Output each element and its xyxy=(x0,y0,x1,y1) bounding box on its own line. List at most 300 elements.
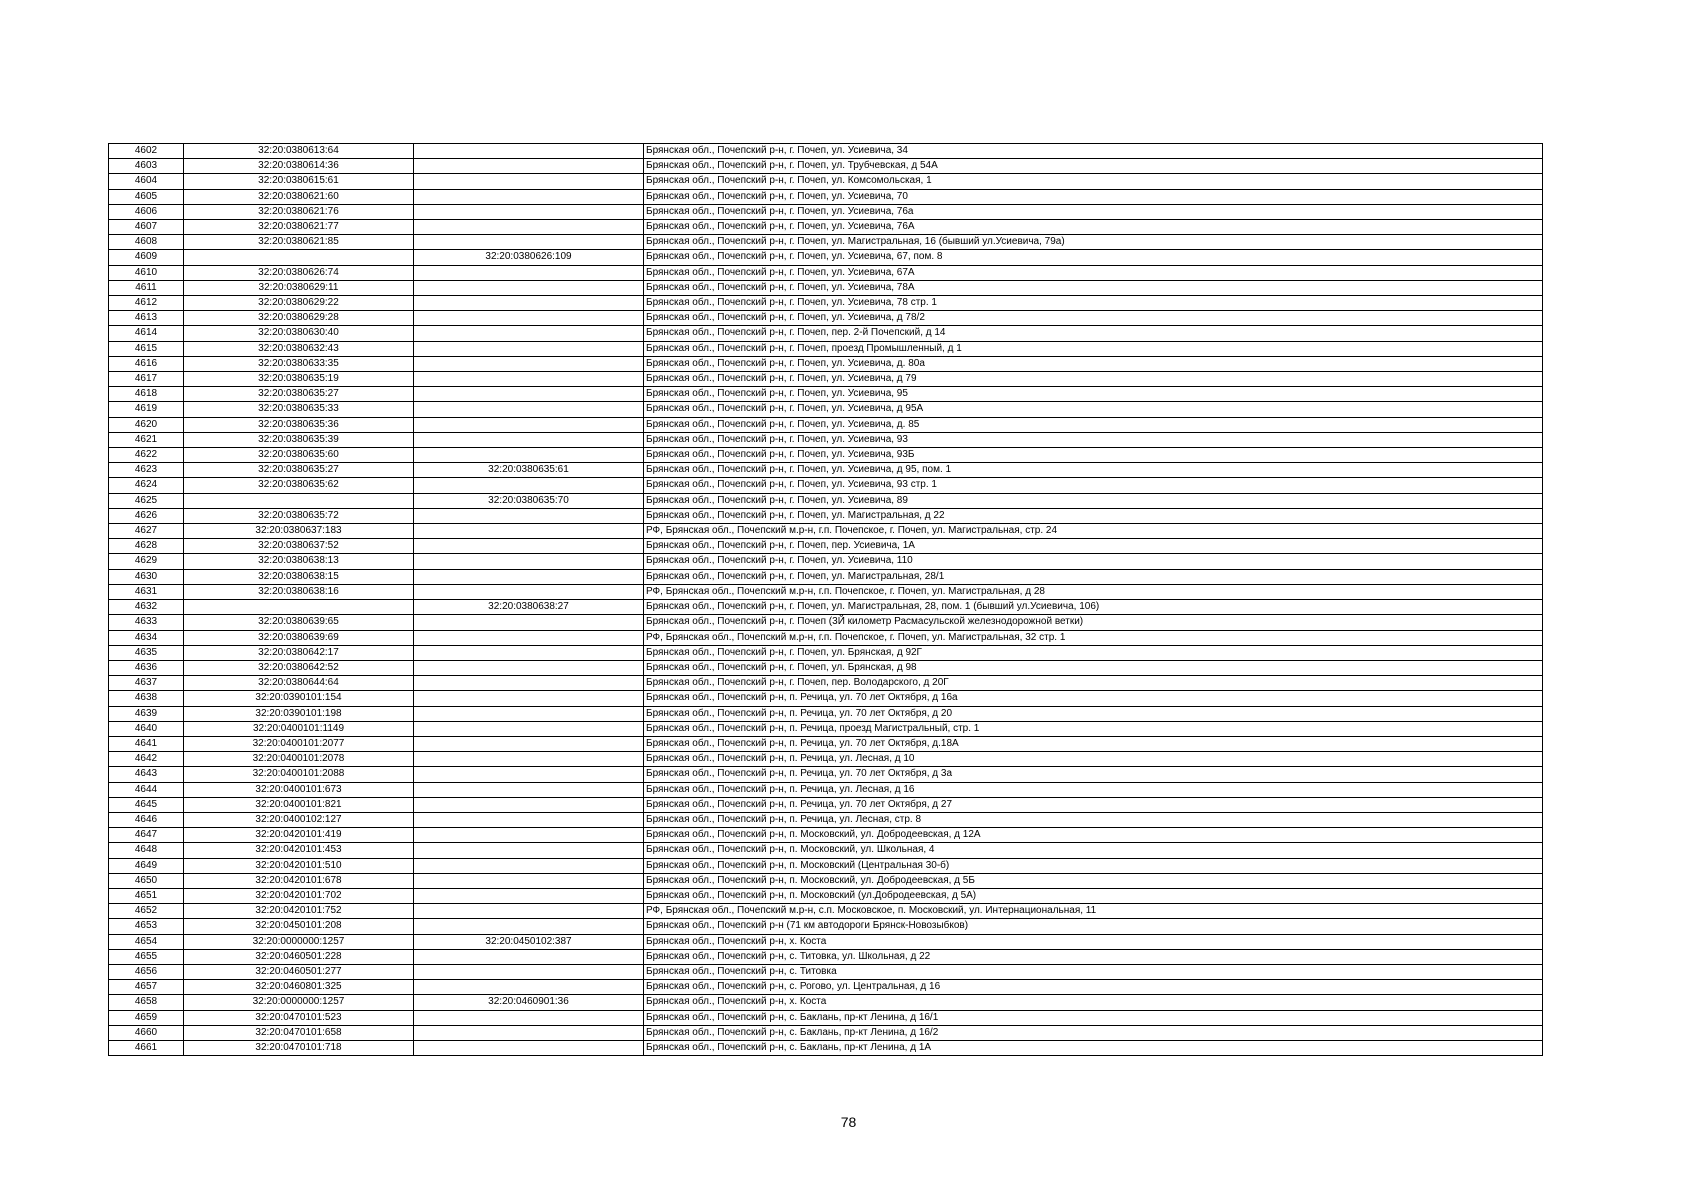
related-cadastral-number-cell xyxy=(414,235,644,250)
cadastral-number-cell: 32:20:0460501:277 xyxy=(184,964,414,979)
address-cell: Брянская обл., Почепский р-н, с. Баклань, пр-кт Ленина, д 16/2 xyxy=(644,1025,1543,1040)
address-cell: Брянская обл., Почепский р-н, г. Почеп, ул. Усиевича, 34 xyxy=(644,144,1543,159)
cadastral-number-cell: 32:20:0380635:39 xyxy=(184,432,414,447)
table-row xyxy=(109,1040,1543,1055)
row-number-cell: 4661 xyxy=(109,1040,184,1055)
registry-table-body xyxy=(109,144,1543,1056)
table-row xyxy=(109,1025,1543,1040)
address-cell: Брянская обл., Почепский р-н, г. Почеп, ул. Усиевича, 78А xyxy=(644,280,1543,295)
address-cell: Брянская обл., Почепский р-н, г. Почеп, пер. Володарского, д 20Г xyxy=(644,676,1543,691)
table-row xyxy=(109,539,1543,554)
table-row xyxy=(109,189,1543,204)
cadastral-number-cell: 32:20:0380637:183 xyxy=(184,524,414,539)
related-cadastral-number-cell xyxy=(414,706,644,721)
related-cadastral-number-cell xyxy=(414,797,644,812)
cadastral-number-cell: 32:20:0380629:28 xyxy=(184,311,414,326)
row-number-cell: 4610 xyxy=(109,265,184,280)
cadastral-number-cell: 32:20:0400101:2077 xyxy=(184,736,414,751)
related-cadastral-number-cell xyxy=(414,752,644,767)
cadastral-number-cell: 32:20:0400101:821 xyxy=(184,797,414,812)
cadastral-number-cell: 32:20:0450101:208 xyxy=(184,919,414,934)
related-cadastral-number-cell xyxy=(414,691,644,706)
address-cell: Брянская обл., Почепский р-н, г. Почеп, ул. Усиевича, д. 80а xyxy=(644,356,1543,371)
table-row xyxy=(109,782,1543,797)
related-cadastral-number-cell xyxy=(414,721,644,736)
cadastral-number-cell: 32:20:0380638:15 xyxy=(184,569,414,584)
cadastral-number-cell: 32:20:0380642:17 xyxy=(184,645,414,660)
address-cell: Брянская обл., Почепский р-н, г. Почеп, ул. Магистральная, 16 (бывший ул.Усиевича, 79а) xyxy=(644,235,1543,250)
table-row xyxy=(109,584,1543,599)
table-row xyxy=(109,372,1543,387)
related-cadastral-number-cell xyxy=(414,1040,644,1055)
row-number-cell: 4628 xyxy=(109,539,184,554)
table-row xyxy=(109,448,1543,463)
related-cadastral-number-cell xyxy=(414,432,644,447)
related-cadastral-number-cell xyxy=(414,584,644,599)
table-row xyxy=(109,828,1543,843)
row-number-cell: 4649 xyxy=(109,858,184,873)
address-cell: Брянская обл., Почепский р-н, г. Почеп, ул. Усиевича, д 78/2 xyxy=(644,311,1543,326)
address-cell: Брянская обл., Почепский р-н, г. Почеп, ул. Усиевича, 67А xyxy=(644,265,1543,280)
related-cadastral-number-cell xyxy=(414,812,644,827)
address-cell: Брянская обл., Почепский р-н, г. Почеп, ул. Усиевича, 76А xyxy=(644,220,1543,235)
row-number-cell: 4629 xyxy=(109,554,184,569)
row-number-cell: 4622 xyxy=(109,448,184,463)
table-row xyxy=(109,463,1543,478)
cadastral-number-cell: 32:20:0380632:43 xyxy=(184,341,414,356)
table-row xyxy=(109,660,1543,675)
cadastral-number-cell: 32:20:0000000:1257 xyxy=(184,934,414,949)
related-cadastral-number-cell xyxy=(414,964,644,979)
row-number-cell: 4618 xyxy=(109,387,184,402)
table-row xyxy=(109,508,1543,523)
related-cadastral-number-cell: 32:20:0380638:27 xyxy=(414,600,644,615)
table-row xyxy=(109,159,1543,174)
related-cadastral-number-cell xyxy=(414,1010,644,1025)
cadastral-number-cell: 32:20:0380629:11 xyxy=(184,280,414,295)
related-cadastral-number-cell xyxy=(414,873,644,888)
row-number-cell: 4643 xyxy=(109,767,184,782)
row-number-cell: 4641 xyxy=(109,736,184,751)
table-row xyxy=(109,417,1543,432)
address-cell: Брянская обл., Почепский р-н, г. Почеп, ул. Усиевича, 76а xyxy=(644,204,1543,219)
row-number-cell: 4627 xyxy=(109,524,184,539)
table-row xyxy=(109,144,1543,159)
row-number-cell: 4603 xyxy=(109,159,184,174)
row-number-cell: 4650 xyxy=(109,873,184,888)
cadastral-number-cell: 32:20:0400101:1149 xyxy=(184,721,414,736)
cadastral-number-cell: 32:20:0380635:36 xyxy=(184,417,414,432)
related-cadastral-number-cell xyxy=(414,159,644,174)
row-number-cell: 4635 xyxy=(109,645,184,660)
address-cell: Брянская обл., Почепский р-н, п. Московский, ул. Добродеевская, д 5Б xyxy=(644,873,1543,888)
cadastral-number-cell: 32:20:0470101:523 xyxy=(184,1010,414,1025)
row-number-cell: 4634 xyxy=(109,630,184,645)
address-cell: РФ, Брянская обл., Почепский м.р-н, г.п. Почепское, г. Почеп, ул. Магистральная, д 28 xyxy=(644,584,1543,599)
cadastral-number-cell: 32:20:0380633:35 xyxy=(184,356,414,371)
related-cadastral-number-cell xyxy=(414,888,644,903)
row-number-cell: 4605 xyxy=(109,189,184,204)
cadastral-number-cell: 32:20:0380626:74 xyxy=(184,265,414,280)
related-cadastral-number-cell xyxy=(414,189,644,204)
address-cell: Брянская обл., Почепский р-н, г. Почеп, ул. Усиевича, 67, пом. 8 xyxy=(644,250,1543,265)
related-cadastral-number-cell xyxy=(414,539,644,554)
cadastral-number-cell: 32:20:0400101:2088 xyxy=(184,767,414,782)
row-number-cell: 4644 xyxy=(109,782,184,797)
related-cadastral-number-cell xyxy=(414,220,644,235)
address-cell: Брянская обл., Почепский р-н, х. Коста xyxy=(644,995,1543,1010)
row-number-cell: 4613 xyxy=(109,311,184,326)
row-number-cell: 4606 xyxy=(109,204,184,219)
table-row xyxy=(109,204,1543,219)
related-cadastral-number-cell xyxy=(414,508,644,523)
row-number-cell: 4611 xyxy=(109,280,184,295)
related-cadastral-number-cell xyxy=(414,387,644,402)
row-number-cell: 4633 xyxy=(109,615,184,630)
address-cell: Брянская обл., Почепский р-н, г. Почеп, ул. Брянская, д 98 xyxy=(644,660,1543,675)
table-row xyxy=(109,615,1543,630)
related-cadastral-number-cell: 32:20:0380626:109 xyxy=(414,250,644,265)
related-cadastral-number-cell xyxy=(414,1025,644,1040)
related-cadastral-number-cell xyxy=(414,296,644,311)
cadastral-number-cell: 32:20:0460501:228 xyxy=(184,949,414,964)
address-cell: Брянская обл., Почепский р-н, г. Почеп, ул. Магистральная, 28/1 xyxy=(644,569,1543,584)
related-cadastral-number-cell xyxy=(414,341,644,356)
address-cell: Брянская обл., Почепский р-н, г. Почеп, ул. Комсомольская, 1 xyxy=(644,174,1543,189)
table-row xyxy=(109,630,1543,645)
related-cadastral-number-cell xyxy=(414,782,644,797)
address-cell: Брянская обл., Почепский р-н, п. Речица, ул. 70 лет Октября, д 3а xyxy=(644,767,1543,782)
row-number-cell: 4638 xyxy=(109,691,184,706)
table-row xyxy=(109,873,1543,888)
row-number-cell: 4630 xyxy=(109,569,184,584)
table-row xyxy=(109,706,1543,721)
related-cadastral-number-cell: 32:20:0380635:61 xyxy=(414,463,644,478)
table-row xyxy=(109,721,1543,736)
row-number-cell: 4624 xyxy=(109,478,184,493)
cadastral-number-cell: 32:20:0380630:40 xyxy=(184,326,414,341)
related-cadastral-number-cell xyxy=(414,843,644,858)
related-cadastral-number-cell xyxy=(414,326,644,341)
address-cell: Брянская обл., Почепский р-н, г. Почеп, ул. Усиевича, 89 xyxy=(644,493,1543,508)
related-cadastral-number-cell xyxy=(414,144,644,159)
row-number-cell: 4616 xyxy=(109,356,184,371)
row-number-cell: 4651 xyxy=(109,888,184,903)
cadastral-number-cell: 32:20:0380635:27 xyxy=(184,463,414,478)
row-number-cell: 4626 xyxy=(109,508,184,523)
related-cadastral-number-cell xyxy=(414,615,644,630)
cadastral-number-cell: 32:20:0000000:1257 xyxy=(184,995,414,1010)
table-row xyxy=(109,524,1543,539)
table-row xyxy=(109,645,1543,660)
cadastral-number-cell: 32:20:0380613:64 xyxy=(184,144,414,159)
related-cadastral-number-cell xyxy=(414,524,644,539)
row-number-cell: 4639 xyxy=(109,706,184,721)
row-number-cell: 4652 xyxy=(109,904,184,919)
cadastral-number-cell: 32:20:0470101:658 xyxy=(184,1025,414,1040)
cadastral-number-cell: 32:20:0390101:198 xyxy=(184,706,414,721)
row-number-cell: 4647 xyxy=(109,828,184,843)
row-number-cell: 4645 xyxy=(109,797,184,812)
table-row xyxy=(109,341,1543,356)
table-row xyxy=(109,569,1543,584)
address-cell: РФ, Брянская обл., Почепский м.р-н, г.п. Почепское, г. Почеп, ул. Магистральная, стр. 24 xyxy=(644,524,1543,539)
related-cadastral-number-cell xyxy=(414,417,644,432)
address-cell: Брянская обл., Почепский р-н, г. Почеп, ул. Магистральная, 28, пом. 1 (бывший ул.Усиевича, 106) xyxy=(644,600,1543,615)
cadastral-number-cell: 32:20:0380621:85 xyxy=(184,235,414,250)
table-row xyxy=(109,752,1543,767)
cadastral-number-cell: 32:20:0460801:325 xyxy=(184,980,414,995)
address-cell: Брянская обл., Почепский р-н, п. Московский (ул.Добродеевская, д 5А) xyxy=(644,888,1543,903)
address-cell: Брянская обл., Почепский р-н, п. Речица, ул. 70 лет Октября, д 27 xyxy=(644,797,1543,812)
cadastral-number-cell: 32:20:0380635:33 xyxy=(184,402,414,417)
related-cadastral-number-cell xyxy=(414,767,644,782)
table-row xyxy=(109,964,1543,979)
cadastral-number-cell: 32:20:0380621:76 xyxy=(184,204,414,219)
cadastral-number-cell: 32:20:0380614:36 xyxy=(184,159,414,174)
table-row xyxy=(109,797,1543,812)
table-row xyxy=(109,904,1543,919)
table-row xyxy=(109,478,1543,493)
row-number-cell: 4602 xyxy=(109,144,184,159)
table-row xyxy=(109,250,1543,265)
cadastral-number-cell: 32:20:0380635:62 xyxy=(184,478,414,493)
cadastral-number-cell xyxy=(184,493,414,508)
row-number-cell: 4657 xyxy=(109,980,184,995)
cadastral-number-cell: 32:20:0380638:16 xyxy=(184,584,414,599)
related-cadastral-number-cell: 32:20:0460901:36 xyxy=(414,995,644,1010)
table-row xyxy=(109,995,1543,1010)
address-cell: Брянская обл., Почепский р-н, г. Почеп, ул. Усиевича, д. 85 xyxy=(644,417,1543,432)
table-row xyxy=(109,676,1543,691)
row-number-cell: 4658 xyxy=(109,995,184,1010)
cadastral-number-cell: 32:20:0400101:673 xyxy=(184,782,414,797)
table-row xyxy=(109,432,1543,447)
address-cell: Брянская обл., Почепский р-н, п. Московский, ул. Добродеевская, д 12А xyxy=(644,828,1543,843)
address-cell: Брянская обл., Почепский р-н, г. Почеп, ул. Усиевича, 93 стр. 1 xyxy=(644,478,1543,493)
row-number-cell: 4655 xyxy=(109,949,184,964)
table-row xyxy=(109,554,1543,569)
row-number-cell: 4636 xyxy=(109,660,184,675)
table-row xyxy=(109,235,1543,250)
table-row xyxy=(109,934,1543,949)
related-cadastral-number-cell: 32:20:0380635:70 xyxy=(414,493,644,508)
related-cadastral-number-cell xyxy=(414,569,644,584)
row-number-cell: 4617 xyxy=(109,372,184,387)
row-number-cell: 4637 xyxy=(109,676,184,691)
related-cadastral-number-cell xyxy=(414,676,644,691)
registry-table xyxy=(108,143,1543,1056)
related-cadastral-number-cell xyxy=(414,311,644,326)
related-cadastral-number-cell xyxy=(414,904,644,919)
table-row xyxy=(109,356,1543,371)
row-number-cell: 4656 xyxy=(109,964,184,979)
related-cadastral-number-cell xyxy=(414,356,644,371)
address-cell: РФ, Брянская обл., Почепский м.р-н, г.п. Почепское, г. Почеп, ул. Магистральная, 32 стр. 1 xyxy=(644,630,1543,645)
table-row xyxy=(109,600,1543,615)
address-cell: Брянская обл., Почепский р-н, г. Почеп, ул. Магистральная, д 22 xyxy=(644,508,1543,523)
related-cadastral-number-cell xyxy=(414,630,644,645)
related-cadastral-number-cell xyxy=(414,372,644,387)
address-cell: Брянская обл., Почепский р-н, с. Рогово, ул. Центральная, д 16 xyxy=(644,980,1543,995)
related-cadastral-number-cell xyxy=(414,174,644,189)
table-row xyxy=(109,402,1543,417)
table-row xyxy=(109,265,1543,280)
address-cell: Брянская обл., Почепский р-н, п. Речица, ул. 70 лет Октября, д 20 xyxy=(644,706,1543,721)
related-cadastral-number-cell xyxy=(414,280,644,295)
related-cadastral-number-cell xyxy=(414,828,644,843)
address-cell: Брянская обл., Почепский р-н, г. Почеп, ул. Усиевича, 70 xyxy=(644,189,1543,204)
table-row xyxy=(109,858,1543,873)
cadastral-number-cell: 32:20:0380621:60 xyxy=(184,189,414,204)
related-cadastral-number-cell: 32:20:0450102:387 xyxy=(414,934,644,949)
cadastral-number-cell: 32:20:0380615:61 xyxy=(184,174,414,189)
related-cadastral-number-cell xyxy=(414,265,644,280)
row-number-cell: 4621 xyxy=(109,432,184,447)
row-number-cell: 4607 xyxy=(109,220,184,235)
address-cell: Брянская обл., Почепский р-н, г. Почеп, ул. Трубчевская, д 54А xyxy=(644,159,1543,174)
row-number-cell: 4632 xyxy=(109,600,184,615)
address-cell: Брянская обл., Почепский р-н, с. Баклань, пр-кт Ленина, д 1А xyxy=(644,1040,1543,1055)
cadastral-number-cell: 32:20:0420101:453 xyxy=(184,843,414,858)
table-row xyxy=(109,767,1543,782)
cadastral-number-cell: 32:20:0470101:718 xyxy=(184,1040,414,1055)
address-cell: Брянская обл., Почепский р-н, г. Почеп, пер. 2-й Почепский, д 14 xyxy=(644,326,1543,341)
table-row xyxy=(109,1010,1543,1025)
table-row xyxy=(109,296,1543,311)
row-number-cell: 4620 xyxy=(109,417,184,432)
address-cell: Брянская обл., Почепский р-н, г. Почеп (3Й километр Расмасульской железнодорожной ветки) xyxy=(644,615,1543,630)
table-row xyxy=(109,888,1543,903)
table-row xyxy=(109,220,1543,235)
address-cell: Брянская обл., Почепский р-н, г. Почеп, ул. Брянская, д 92Г xyxy=(644,645,1543,660)
table-row xyxy=(109,280,1543,295)
row-number-cell: 4614 xyxy=(109,326,184,341)
cadastral-number-cell: 32:20:0380642:52 xyxy=(184,660,414,675)
cadastral-number-cell: 32:20:0420101:702 xyxy=(184,888,414,903)
related-cadastral-number-cell xyxy=(414,660,644,675)
table-row xyxy=(109,326,1543,341)
table-row xyxy=(109,736,1543,751)
cadastral-number-cell: 32:20:0420101:510 xyxy=(184,858,414,873)
related-cadastral-number-cell xyxy=(414,554,644,569)
row-number-cell: 4615 xyxy=(109,341,184,356)
related-cadastral-number-cell xyxy=(414,645,644,660)
address-cell: РФ, Брянская обл., Почепский м.р-н, с.п. Московское, п. Московский, ул. Интернациональная, 11 xyxy=(644,904,1543,919)
cadastral-number-cell: 32:20:0420101:752 xyxy=(184,904,414,919)
row-number-cell: 4619 xyxy=(109,402,184,417)
table-row xyxy=(109,493,1543,508)
address-cell: Брянская обл., Почепский р-н, г. Почеп, ул. Усиевича, 110 xyxy=(644,554,1543,569)
address-cell: Брянская обл., Почепский р-н, п. Речица, ул. 70 лет Октября, д 16а xyxy=(644,691,1543,706)
related-cadastral-number-cell xyxy=(414,919,644,934)
address-cell: Брянская обл., Почепский р-н, г. Почеп, проезд Промышленный, д 1 xyxy=(644,341,1543,356)
row-number-cell: 4604 xyxy=(109,174,184,189)
cadastral-number-cell: 32:20:0380639:65 xyxy=(184,615,414,630)
row-number-cell: 4625 xyxy=(109,493,184,508)
address-cell: Брянская обл., Почепский р-н, г. Почеп, ул. Усиевича, 95 xyxy=(644,387,1543,402)
row-number-cell: 4659 xyxy=(109,1010,184,1025)
address-cell: Брянская обл., Почепский р-н, с. Баклань, пр-кт Ленина, д 16/1 xyxy=(644,1010,1543,1025)
address-cell: Брянская обл., Почепский р-н, п. Московский, ул. Школьная, 4 xyxy=(644,843,1543,858)
table-row xyxy=(109,174,1543,189)
cadastral-number-cell: 32:20:0380644:64 xyxy=(184,676,414,691)
row-number-cell: 4654 xyxy=(109,934,184,949)
row-number-cell: 4660 xyxy=(109,1025,184,1040)
address-cell: Брянская обл., Почепский р-н, п. Речица, ул. Лесная, д 16 xyxy=(644,782,1543,797)
address-cell: Брянская обл., Почепский р-н, г. Почеп, пер. Усиевича, 1А xyxy=(644,539,1543,554)
table-row xyxy=(109,843,1543,858)
address-cell: Брянская обл., Почепский р-н, г. Почеп, ул. Усиевича, 78 стр. 1 xyxy=(644,296,1543,311)
address-cell: Брянская обл., Почепский р-н, с. Титовка, ул. Школьная, д 22 xyxy=(644,949,1543,964)
row-number-cell: 4612 xyxy=(109,296,184,311)
row-number-cell: 4648 xyxy=(109,843,184,858)
cadastral-number-cell: 32:20:0380635:27 xyxy=(184,387,414,402)
row-number-cell: 4608 xyxy=(109,235,184,250)
cadastral-number-cell: 32:20:0420101:678 xyxy=(184,873,414,888)
related-cadastral-number-cell xyxy=(414,736,644,751)
address-cell: Брянская обл., Почепский р-н, п. Речица, ул. Лесная, стр. 8 xyxy=(644,812,1543,827)
cadastral-number-cell: 32:20:0400101:2078 xyxy=(184,752,414,767)
related-cadastral-number-cell xyxy=(414,204,644,219)
table-row xyxy=(109,311,1543,326)
address-cell: Брянская обл., Почепский р-н, п. Московский (Центральная 30-б) xyxy=(644,858,1543,873)
cadastral-number-cell xyxy=(184,250,414,265)
cadastral-number-cell: 32:20:0380635:19 xyxy=(184,372,414,387)
cadastral-number-cell: 32:20:0380635:60 xyxy=(184,448,414,463)
related-cadastral-number-cell xyxy=(414,980,644,995)
row-number-cell: 4623 xyxy=(109,463,184,478)
row-number-cell: 4646 xyxy=(109,812,184,827)
table-row xyxy=(109,812,1543,827)
address-cell: Брянская обл., Почепский р-н (71 км автодороги Брянск-Новозыбков) xyxy=(644,919,1543,934)
cadastral-number-cell: 32:20:0380637:52 xyxy=(184,539,414,554)
cadastral-number-cell: 32:20:0380635:72 xyxy=(184,508,414,523)
page-number: 78 xyxy=(840,1114,857,1130)
cadastral-number-cell: 32:20:0390101:154 xyxy=(184,691,414,706)
address-cell: Брянская обл., Почепский р-н, г. Почеп, ул. Усиевича, 93Б xyxy=(644,448,1543,463)
related-cadastral-number-cell xyxy=(414,478,644,493)
address-cell: Брянская обл., Почепский р-н, г. Почеп, ул. Усиевича, 93 xyxy=(644,432,1543,447)
related-cadastral-number-cell xyxy=(414,402,644,417)
address-cell: Брянская обл., Почепский р-н, п. Речица, ул. 70 лет Октября, д.18А xyxy=(644,736,1543,751)
table-row xyxy=(109,387,1543,402)
related-cadastral-number-cell xyxy=(414,448,644,463)
table-row xyxy=(109,980,1543,995)
cadastral-number-cell: 32:20:0380629:22 xyxy=(184,296,414,311)
cadastral-number-cell: 32:20:0420101:419 xyxy=(184,828,414,843)
address-cell: Брянская обл., Почепский р-н, х. Коста xyxy=(644,934,1543,949)
table-row xyxy=(109,949,1543,964)
cadastral-number-cell: 32:20:0400102:127 xyxy=(184,812,414,827)
cadastral-number-cell: 32:20:0380621:77 xyxy=(184,220,414,235)
cadastral-number-cell xyxy=(184,600,414,615)
address-cell: Брянская обл., Почепский р-н, п. Речица, ул. Лесная, д 10 xyxy=(644,752,1543,767)
address-cell: Брянская обл., Почепский р-н, г. Почеп, ул. Усиевича, д 79 xyxy=(644,372,1543,387)
row-number-cell: 4642 xyxy=(109,752,184,767)
row-number-cell: 4609 xyxy=(109,250,184,265)
row-number-cell: 4631 xyxy=(109,584,184,599)
related-cadastral-number-cell xyxy=(414,858,644,873)
related-cadastral-number-cell xyxy=(414,949,644,964)
row-number-cell: 4653 xyxy=(109,919,184,934)
table-row xyxy=(109,919,1543,934)
address-cell: Брянская обл., Почепский р-н, с. Титовка xyxy=(644,964,1543,979)
cadastral-number-cell: 32:20:0380639:69 xyxy=(184,630,414,645)
row-number-cell: 4640 xyxy=(109,721,184,736)
address-cell: Брянская обл., Почепский р-н, г. Почеп, ул. Усиевича, д 95, пом. 1 xyxy=(644,463,1543,478)
address-cell: Брянская обл., Почепский р-н, п. Речица, проезд Магистральный, стр. 1 xyxy=(644,721,1543,736)
